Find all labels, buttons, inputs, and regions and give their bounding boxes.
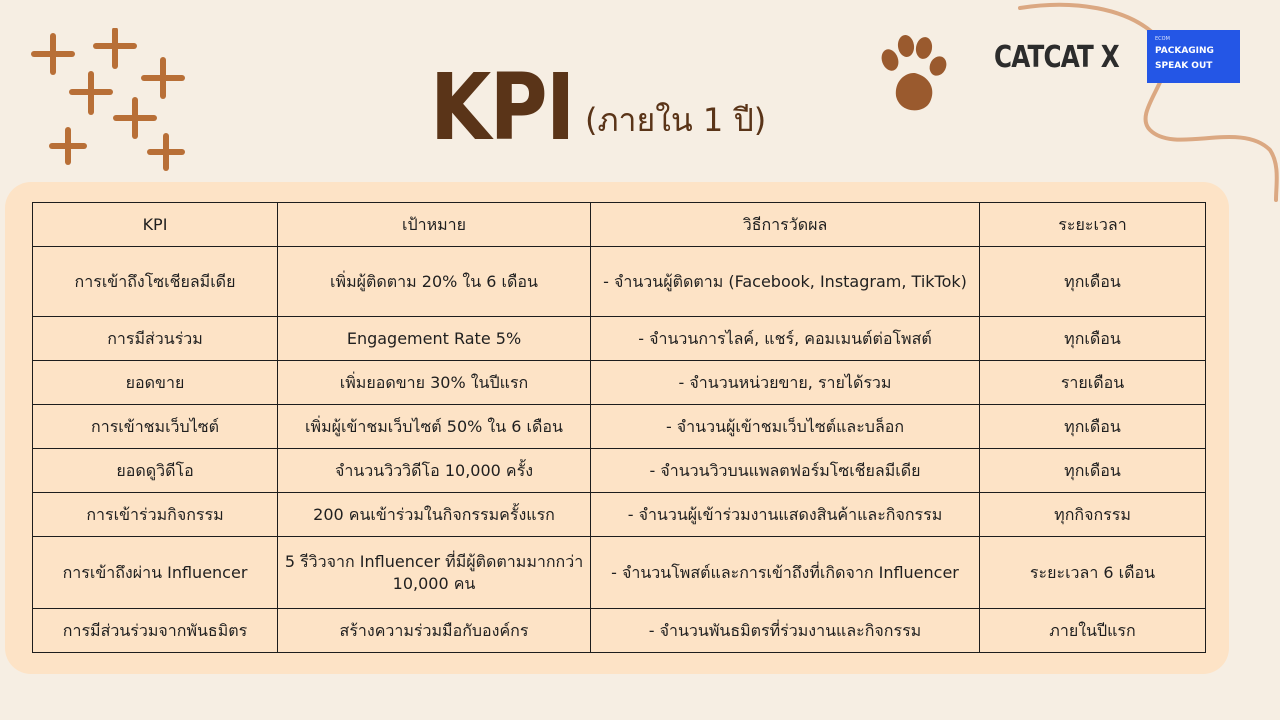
cell-method: - จำนวนผู้เข้าชมเว็บไซต์และบล็อก — [591, 405, 980, 449]
table-row — [33, 247, 1206, 317]
header-target: เป้าหมาย — [278, 203, 591, 247]
table-row — [33, 405, 1206, 449]
title-group — [430, 44, 767, 161]
cell-target: 5 รีวิวจาก Influencer ที่มีผู้ติดตามมากกว่า 10,000 คน — [278, 537, 591, 609]
brand-logo: CATCAT X — [994, 40, 1119, 75]
cell-period: ทุกเดือน — [980, 405, 1206, 449]
cell-target: สร้างความร่วมมือกับองค์กร — [278, 609, 591, 653]
cell-method: - จำนวนการไลค์, แชร์, คอมเมนต์ต่อโพสต์ — [591, 317, 980, 361]
table-row — [33, 493, 1206, 537]
cell-target: เพิ่มผู้ติดตาม 20% ใน 6 เดือน — [278, 247, 591, 317]
plus-icon — [52, 130, 84, 162]
page-title: KPI — [430, 54, 574, 161]
cell-kpi: ยอดขาย — [33, 361, 278, 405]
header-method: วิธีการวัดผล — [591, 203, 980, 247]
plus-icon — [144, 60, 182, 96]
cell-kpi: การเข้าชมเว็บไซต์ — [33, 405, 278, 449]
cell-kpi: ยอดดูวิดีโอ — [33, 449, 278, 493]
cell-method: - จำนวนผู้ติดตาม (Facebook, Instagram, TikTok) — [591, 247, 980, 317]
header-kpi: KPI — [33, 203, 278, 247]
cell-kpi: การมีส่วนร่วม — [33, 317, 278, 361]
cell-period: ทุกเดือน — [980, 247, 1206, 317]
cell-kpi: การเข้าถึงโซเชียลมีเดีย — [33, 247, 278, 317]
table-row — [33, 537, 1206, 609]
paw-icon — [876, 34, 950, 116]
plus-pattern-decoration — [28, 28, 198, 178]
table-header-row — [33, 203, 1206, 247]
table-row — [33, 317, 1206, 361]
cell-target: 200 คนเข้าร่วมในกิจกรรมครั้งแรก — [278, 493, 591, 537]
cell-method: - จำนวนผู้เข้าร่วมงานแสดงสินค้าและกิจกรรม — [591, 493, 980, 537]
table-row — [33, 609, 1206, 653]
cell-period: ทุกเดือน — [980, 317, 1206, 361]
table-row — [33, 449, 1206, 493]
plus-icon — [72, 74, 110, 112]
partner-logo — [1147, 30, 1240, 83]
cell-kpi: การเข้าร่วมกิจกรรม — [33, 493, 278, 537]
partner-logo-line1: PACKAGING — [1155, 46, 1214, 56]
cell-period: ภายในปีแรก — [980, 609, 1206, 653]
cell-period: ทุกกิจกรรม — [980, 493, 1206, 537]
cell-method: - จำนวนวิวบนแพลตฟอร์มโซเชียลมีเดีย — [591, 449, 980, 493]
plus-icon — [34, 36, 72, 72]
cell-target: Engagement Rate 5% — [278, 317, 591, 361]
header-period: ระยะเวลา — [980, 203, 1206, 247]
page-subtitle: (ภายใน 1 ปี) — [584, 101, 767, 139]
cell-period: ทุกเดือน — [980, 449, 1206, 493]
cell-period: รายเดือน — [980, 361, 1206, 405]
cell-target: เพิ่มผู้เข้าชมเว็บไซต์ 50% ใน 6 เดือน — [278, 405, 591, 449]
kpi-table — [32, 202, 1206, 653]
table-row — [33, 361, 1206, 405]
cell-method: - จำนวนโพสต์และการเข้าถึงที่เกิดจาก Influencer — [591, 537, 980, 609]
cell-target: เพิ่มยอดขาย 30% ในปีแรก — [278, 361, 591, 405]
cell-kpi: การมีส่วนร่วมจากพันธมิตร — [33, 609, 278, 653]
cell-period: ระยะเวลา 6 เดือน — [980, 537, 1206, 609]
partner-logo-small: ECOM — [1155, 36, 1170, 42]
cell-method: - จำนวนพันธมิตรที่ร่วมงานและกิจกรรม — [591, 609, 980, 653]
plus-icon — [150, 136, 182, 168]
plus-icon — [116, 100, 154, 136]
cell-method: - จำนวนหน่วยขาย, รายได้รวม — [591, 361, 980, 405]
partner-logo-line2: SPEAK OUT — [1155, 61, 1213, 71]
cell-kpi: การเข้าถึงผ่าน Influencer — [33, 537, 278, 609]
plus-icon — [96, 30, 134, 66]
cell-target: จำนวนวิววิดีโอ 10,000 ครั้ง — [278, 449, 591, 493]
